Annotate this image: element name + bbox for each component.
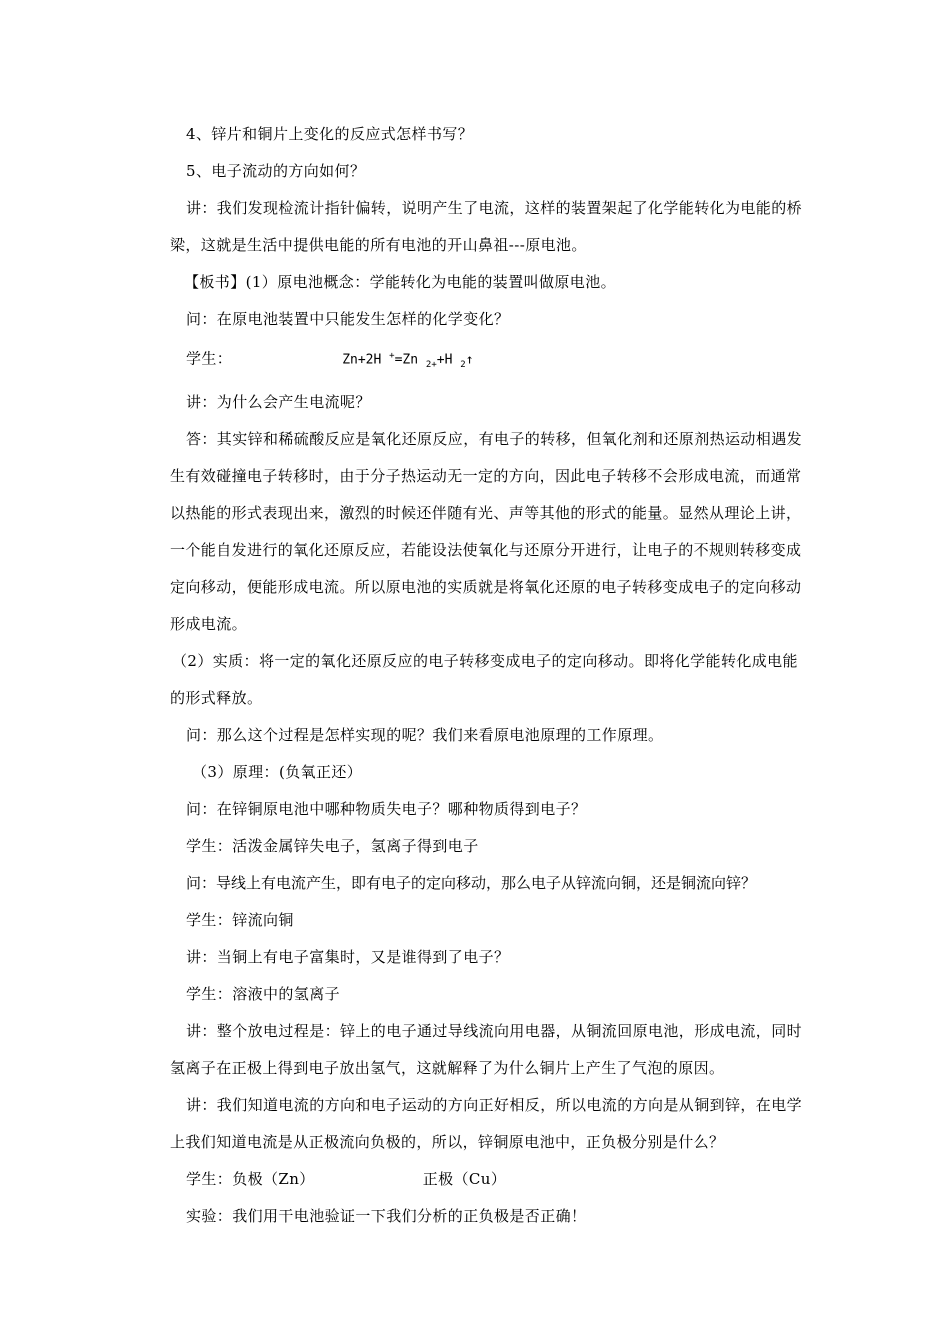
equation-part-2: =Zn [394,352,426,368]
paragraph-question-4: 4、锌片和铜片上变化的反应式怎样书写？ [186,125,474,143]
paragraph-student-3: 学生：锌流向铜 [186,910,294,929]
paragraph-essence: （2）实质：将一定的氧化还原反应的电子转移变成电子的定向移动。即将化学能转化成电能的形式释放。 [170,651,798,707]
equation-charge-1: + [389,351,395,361]
paragraph-student-4: 学生：溶液中的氢离子 [186,984,341,1003]
paragraph-student-formula [186,338,806,384]
equation-part-1: Zn+2H [342,352,390,368]
paragraph-principle: （3）原理：(负氧正还） [192,762,363,781]
student-label: 学生： [186,349,233,368]
paragraph-talk-1: 讲：我们发现检流计指针偏转，说明产生了电流，这样的装置架起了化学能转化为电能的桥梁，这就是生活中提供电能的所有电池的开山鼻祖---原电池。 [170,199,803,254]
paragraph-ask-2: 问：那么这个过程是怎样实现的呢？我们来看原电池原理的工作原理。 [186,725,664,744]
paragraph-talk-2: 讲：为什么会产生电流呢？ [186,392,371,411]
paragraph-student-poles [186,1161,806,1198]
paragraph-experiment: 实验：我们用干电池验证一下我们分析的正负极是否正确！ [186,1206,587,1225]
paragraph-talk-5: 讲：我们知道电流的方向和电子运动的方向正好相反，所以电流的方向是从铜到锌，在电学上我们知道电流是从正极流向负极的，所以，锌铜原电池中，正负极分别是什么？ [170,1095,803,1151]
document-body [170,116,806,1235]
gas-arrow-icon: ↑ [465,352,474,368]
paragraph-ask-4: 问：导线上有电流产生，即有电子的定向移动，那么电子从锌流向铜，还是铜流向锌？ [186,873,757,892]
reaction-equation [342,338,473,384]
equation-charge-2: 2+ [425,359,437,370]
paragraph-answer-1: 答：其实锌和稀硫酸反应是氧化还原反应，有电子的转移，但氧化剂和还原剂热运动相遇发生有效碰撞电子转移时，由于分子热运动无一定的方向，因此电子转移不会形成电流，而通常以热能的形式表现出来，激烈的时候还伴随有光、声等其他的形式的能量。显然从理论上讲，一个能自发进行的氧化还原反应，若能设法使氧化与还原分开进行，让电子的不规则转移变成定向移动，便能形成电流。所以原电池的实质就是将氧化还原的电子转移变成电子的定向移动形成电流。 [170,429,803,633]
paragraph-question-5: 5、电子流动的方向如何？ [186,162,366,180]
student-label: 学生： [186,1169,233,1188]
positive-pole: 正极（Cu） [422,1169,507,1188]
paragraph-talk-3: 讲：当铜上有电子富集时，又是谁得到了电子？ [186,947,510,966]
equation-subscript: 2 [460,359,466,370]
paragraph-board-1: 【板书】(1）原电池概念：学能转化为电能的装置叫做原电池。 [184,273,616,291]
paragraph-student-2: 学生：活泼金属锌失电子，氢离子得到电子 [186,836,479,855]
paragraph-talk-4: 讲：整个放电过程是：锌上的电子通过导线流向用电器，从铜流回原电池，形成电流，同时氢离子在正极上得到电子放出氢气，这就解释了为什么铜片上产生了气泡的原因。 [170,1021,803,1077]
negative-pole: 负极（Zn） [232,1169,315,1188]
paragraph-ask-1: 问：在原电池装置中只能发生怎样的化学变化？ [186,310,510,328]
paragraph-ask-3: 问：在锌铜原电池中哪种物质失电子？哪种物质得到电子？ [186,799,587,818]
equation-part-3: +H [436,352,461,368]
